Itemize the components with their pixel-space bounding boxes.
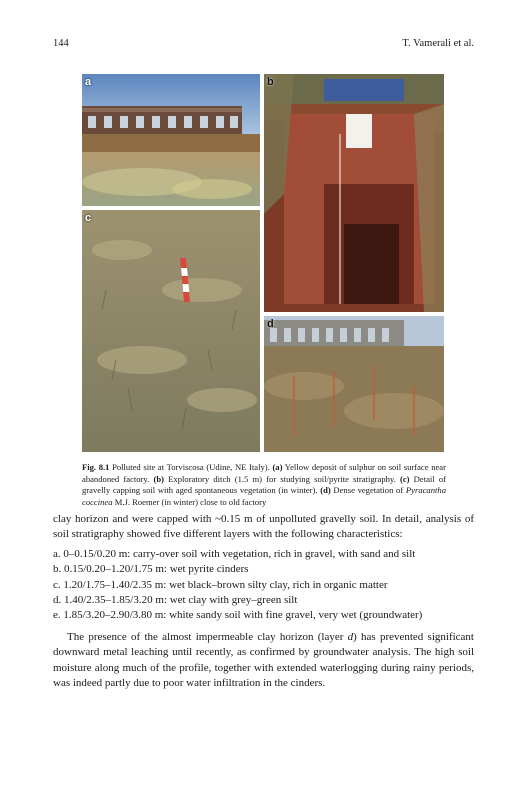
panel-c-label: c xyxy=(85,212,92,224)
figure-8-1 xyxy=(82,74,444,452)
panel-a-label: a xyxy=(85,76,92,88)
panel-d-photo xyxy=(264,316,444,452)
running-title: T. Vamerali et al. xyxy=(402,38,474,49)
running-header xyxy=(53,38,474,49)
intro-paragraph: clay horizon and were capped with ~0.15 m of unpolluted gravelly soil. In detail, analysis of soil stratigraphy showed five different layers with the following characteristics: xyxy=(53,513,474,541)
layer-item-a: a. 0–0.15/0.20 m: carry-over soil with vegetation, rich in gravel, with sand and silt xyxy=(53,547,416,560)
layer-item-d: d. 1.40/2.35–1.85/3.20 m: wet clay with grey–green silt xyxy=(53,594,298,607)
panel-a-photo xyxy=(82,74,260,206)
panel-d-label: d xyxy=(267,318,274,330)
layer-item-e: e. 1.85/3.20–2.90/3.80 m: white sandy soil with fine gravel, very wet (groundwater) xyxy=(53,609,423,622)
page-number: 144 xyxy=(53,38,69,49)
layer-list xyxy=(53,547,474,624)
figure-caption xyxy=(82,462,446,508)
panel-c-photo xyxy=(82,210,260,452)
layer-item-b: b. 0.15/0.20–1.20/1.75 m: wet pyrite cinders xyxy=(53,563,249,576)
panel-b-photo xyxy=(264,74,444,312)
discussion-paragraph: The presence of the almost impermeable clay horizon (layer d) has prevented significant downward metal leaching until recently, as confirmed by groundwater analysis. The high soil moisture along much of the profile, together with extended waterlogging during rainy periods, was indeed partly due to poor water infiltration in the cinders. xyxy=(53,630,474,690)
layer-item-c: c. 1.20/1.75–1.40/2.35 m: wet black–brown silty clay, rich in organic matter xyxy=(53,578,388,591)
panel-b-label: b xyxy=(267,76,274,88)
caption-text: Polluted site at Torviscosa (Udine, NE Italy). (a) Yellow deposit of sulphur on soil surface near abandoned factory. (b) Exploratory ditch (1.5 m) for studying soil/pyrite stratigraphy. (c) Detail of gravelly capping soil with aged spontaneous vegetation (in winter). (d) Dense vegetation of Pyracantha coccinea M.J. Roemer (in winter) close to old factory xyxy=(82,462,447,507)
body-text xyxy=(53,512,474,691)
figure-caption-label: Fig. 8.1 xyxy=(82,462,110,472)
